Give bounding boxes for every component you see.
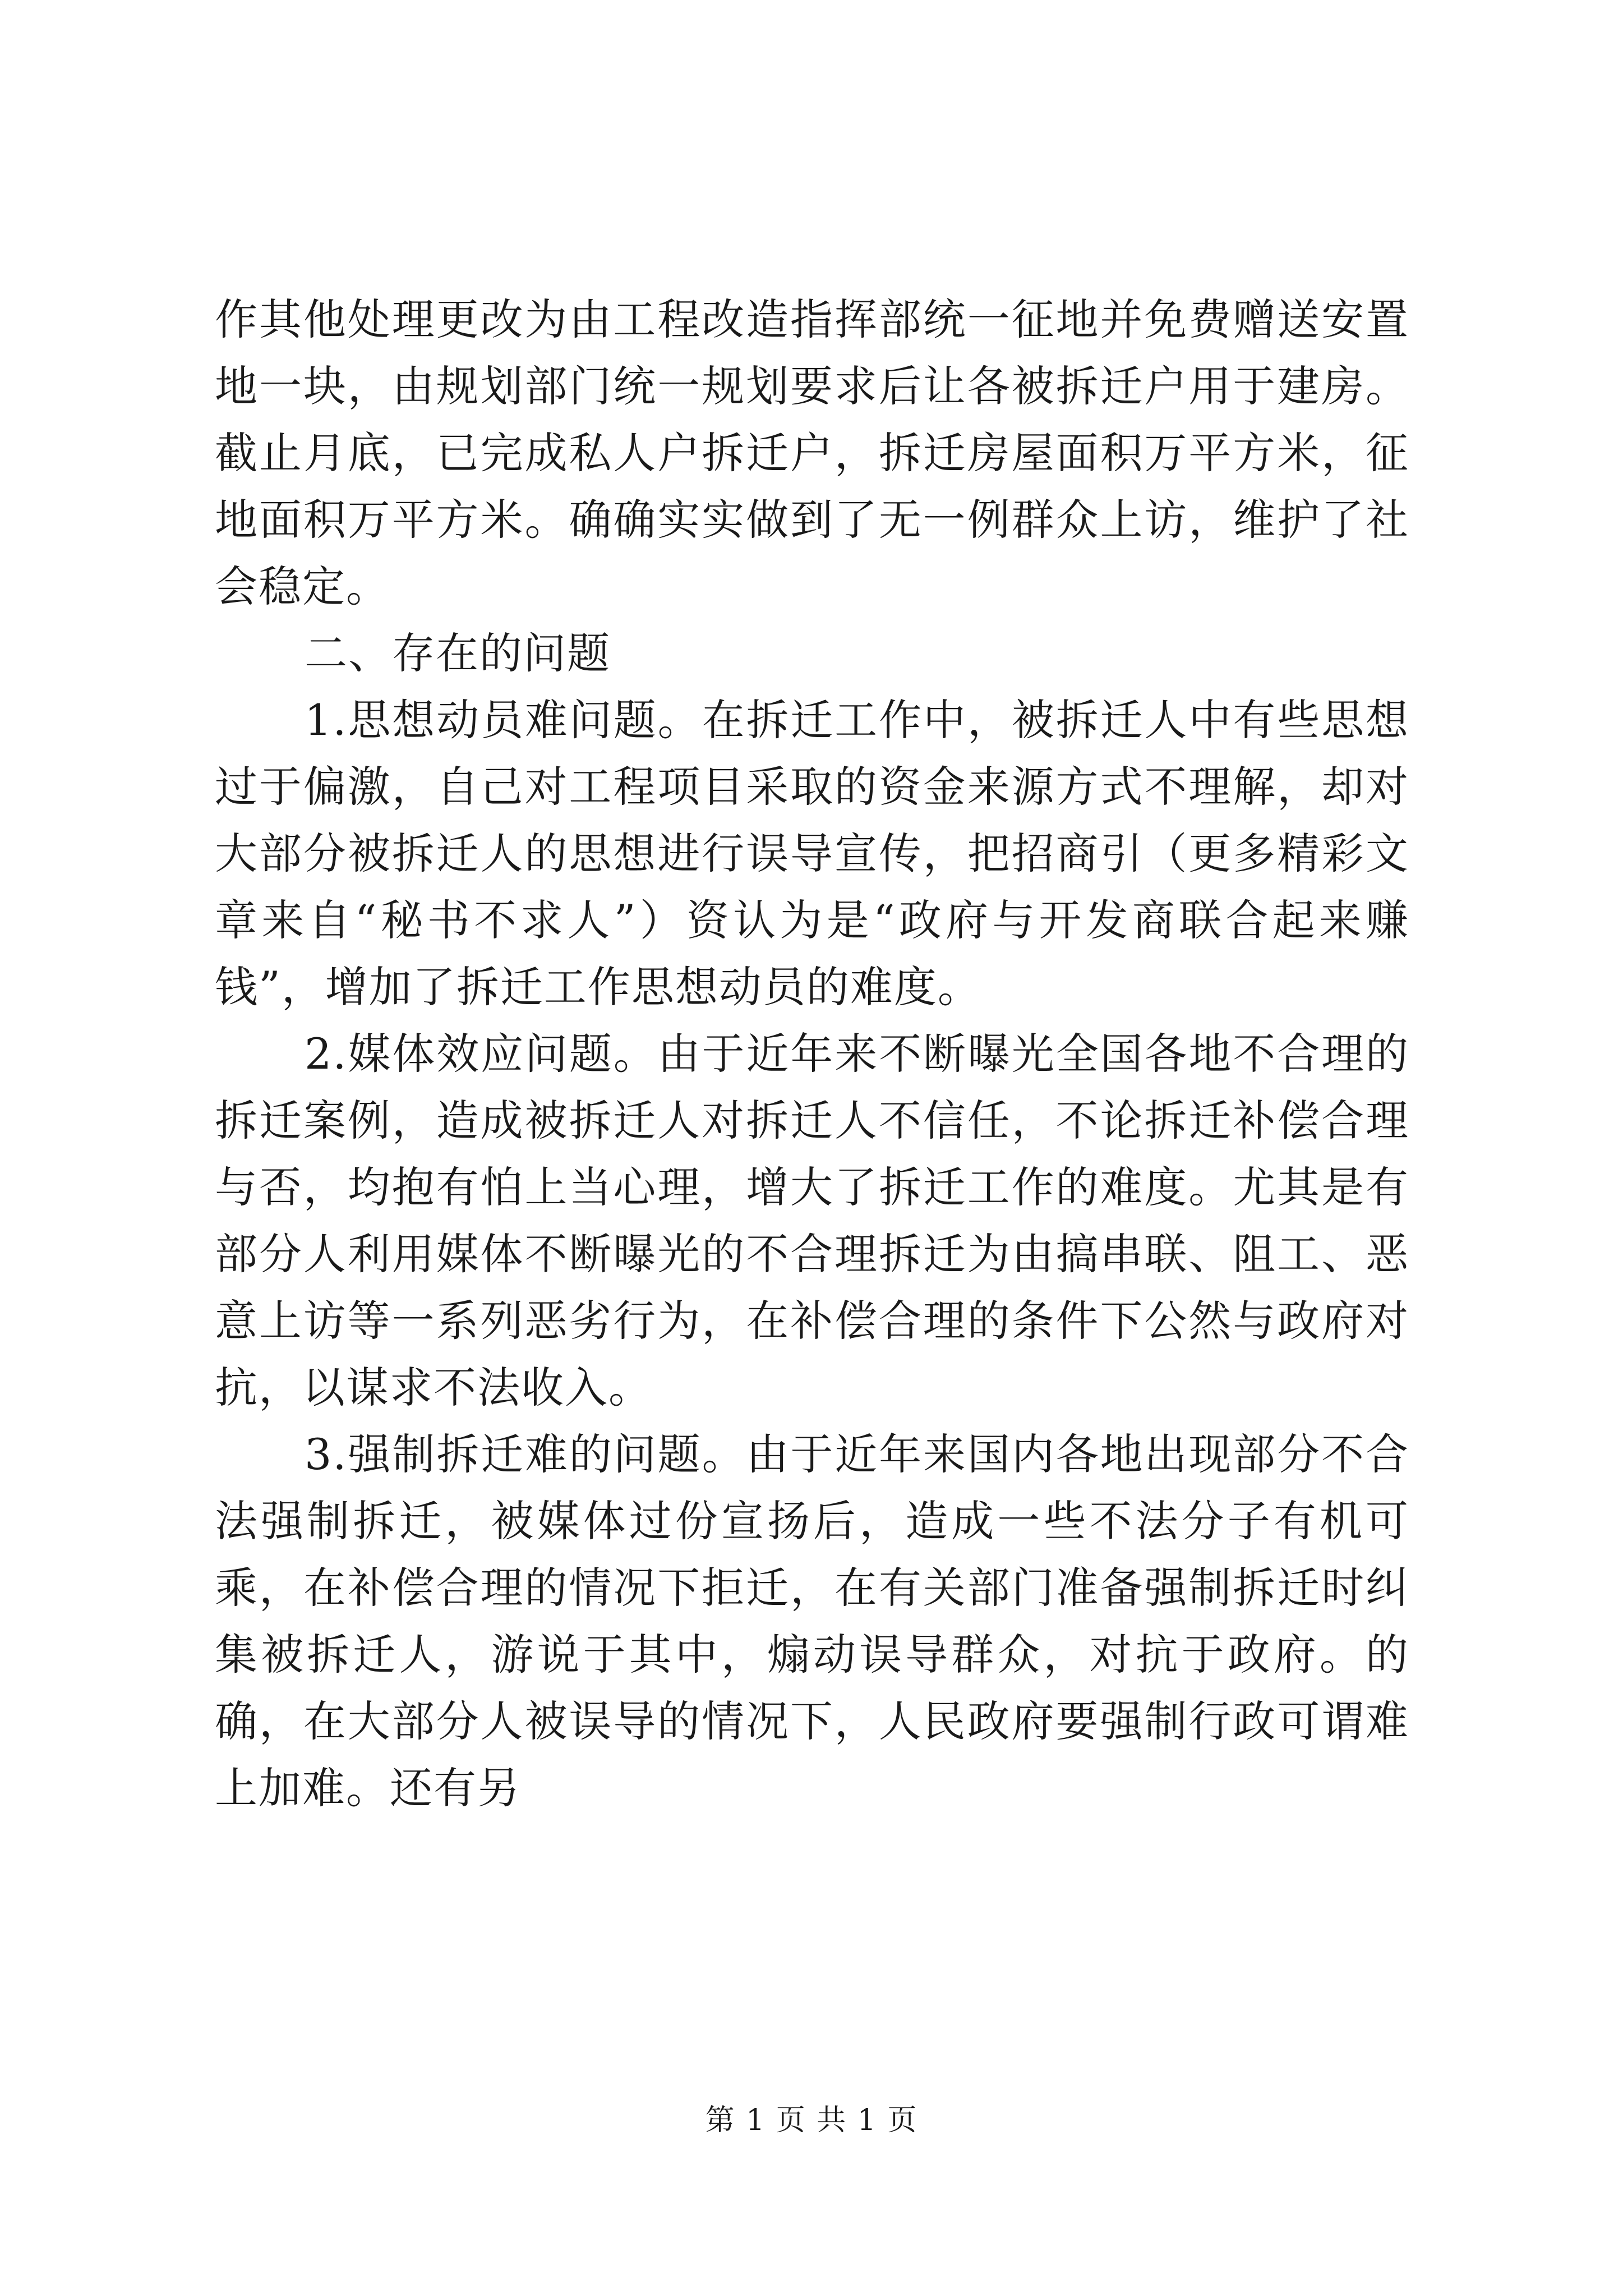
paragraph-problem-1: 1.思想动员难问题。在拆迁工作中，被拆迁人中有些思想过于偏激，自己对工程项目采取的资金来源方式不理解，却对大部分被拆迁人的思想进行误导宣传，把招商引（更多精彩文章来自“秘书不求人”）资认为是“政府与开发商联合起来赚钱”，增加了拆迁工作思想动员的难度。 — [215, 695, 1409, 1012]
paragraph-problem-3: 3.强制拆迁难的问题。由于近年来国内各地出现部分不合法强制拆迁，被媒体过份宣扬后，造成一些不法分子有机可乘，在补偿合理的情况下拒迁，在有关部门准备强制拆迁时纠集被拆迁人，游说于其中，煽动误导群众，对抗于政府。的确，在大部分人被误导的情况下，人民政府要强制行政可谓难上加难。还有另 — [215, 1429, 1409, 1813]
paragraph-continuation: 作其他处理更改为由工程改造指挥部统一征地并免费赠送安置地一块，由规划部门统一规划要求后让各被拆迁户用于建房。截止月底，已完成私人户拆迁户，拆迁房屋面积万平方米，征地面积万平方米。确确实实做到了无一例群众上访，维护了社会稳定。 — [215, 295, 1409, 611]
page-footer: 第 1 页 共 1 页 — [705, 2104, 918, 2137]
section-heading-problems: 二、存在的问题 — [305, 628, 611, 678]
paragraph-problem-2: 2.媒体效应问题。由于近年来不断曝光全国各地不合理的拆迁案例，造成被拆迁人对拆迁人不信任，不论拆迁补偿合理与否，均抱有怕上当心理，增大了拆迁工作的难度。尤其是有部分人利用媒体不断曝光的不合理拆迁为由搞串联、阻工、恶意上访等一系列恶劣行为，在补偿合理的条件下公然与政府对抗，以谋求不法收入。 — [215, 1029, 1409, 1412]
document-body — [215, 286, 1409, 1821]
